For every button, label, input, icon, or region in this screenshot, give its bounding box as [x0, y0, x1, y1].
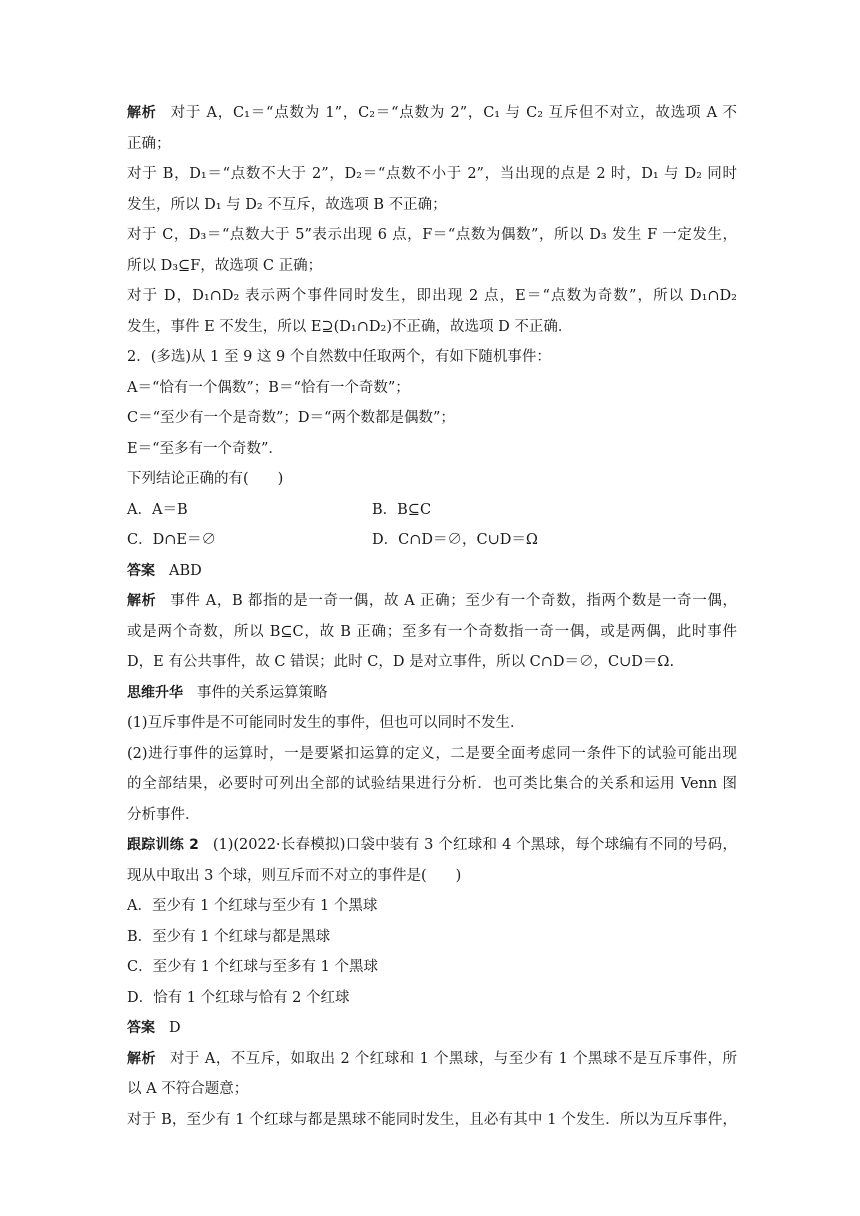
analysis-label: 解析	[127, 1050, 156, 1067]
text-line: 的全部结果，必要时可列出全部的试验结果进行分析．也可类比集合的关系和运用 Venn 图	[127, 776, 737, 792]
analysis-label: 解析	[127, 105, 157, 121]
analysis-line: 解析 对于 A，不互斥，如取出 2 个红球和 1 个黑球，与至少有 1 个黑球不是互斥事件，所	[127, 1050, 737, 1067]
answer-label: 答案	[127, 562, 155, 579]
event-line: E＝“至多有一个奇数”．	[127, 440, 283, 457]
analysis-label: 解析	[127, 593, 157, 609]
text-line: 现从中取出 3 个球，则互斥而不对立的事件是( )	[127, 867, 462, 884]
option-b: B．至少有 1 个红球与都是黑球	[127, 928, 331, 945]
text-line: D，E 有公共事件，故 C 错误；此时 C，D 是对立事件，所以 C∩D＝∅，C∪D＝Ω.	[127, 654, 675, 670]
option-d: D．C∩D＝∅，C∪D＝Ω	[372, 532, 538, 548]
text-line: (1)互斥事件是不可能同时发生的事件，但也可以同时不发生．	[127, 715, 525, 731]
thinking-label: 思维升华	[127, 684, 183, 701]
question-stem: 2．(多选)从 1 至 9 这 9 个自然数中任取两个，有如下随机事件：	[127, 349, 551, 365]
text-line: 对于 B，至少有 1 个红球与都是黑球不能同时发生，且必有其中 1 个发生．所以为互斥事件，	[127, 1111, 737, 1128]
text-line: 对于 D，D₁∩D₂ 表示两个事件同时发生，即出现 2 点，E＝“点数为奇数”，所以 D₁∩D₂	[127, 288, 737, 304]
text-line: 所以 D₃⊆F，故选项 C 正确；	[127, 257, 323, 274]
thinking-title: 事件的关系运算策略	[197, 684, 328, 701]
text-line: 对于 B，D₁＝“点数不大于 2”，D₂＝“点数不小于 2”，当出现的点是 2 时，D₁ 与 D₂ 同时	[127, 166, 737, 182]
options-row	[127, 525, 737, 556]
followup-label: 跟踪训练 2	[127, 837, 199, 853]
event-line: C＝“至少有一个是奇数”；D＝“两个数都是偶数”；	[127, 410, 455, 426]
text-line: 对于 C，D₃＝“点数大于 5”表示出现 6 点，F＝“点数为偶数”，所以 D₃ 发生 F 一定发生，	[127, 227, 737, 243]
thinking-heading	[127, 678, 737, 709]
analysis-line: 解析 对于 A，C₁＝“点数为 1”，C₂＝“点数为 2”，C₁ 与 C₂ 互斥但不对立，故选项 A 不	[127, 105, 738, 121]
event-line: A＝“恰有一个偶数”；B＝“恰有一个奇数”；	[127, 379, 410, 396]
text-line: 正确；	[127, 135, 171, 152]
document-page	[127, 98, 737, 1135]
option-a: A．至少有 1 个红球与至少有 1 个黑球	[127, 898, 378, 914]
text-line: 或是两个奇数，所以 B⊆C，故 B 正确；至多有一个奇数指一奇一偶，或是两偶，此时事件	[127, 623, 737, 640]
answer-value: D	[169, 1020, 181, 1036]
text-line: 发生，所以 D₁ 与 D₂ 不互斥，故选项 B 不正确；	[127, 196, 447, 213]
option-a: A．A＝B	[127, 501, 188, 518]
answer-line	[127, 556, 737, 587]
text-line: (2)进行事件的运算时，一是要紧扣运算的定义，二是要全面考虑同一条件下的试验可能出现	[127, 745, 737, 762]
answer-label: 答案	[127, 1020, 155, 1036]
options-row	[127, 495, 737, 526]
option-b: B．B⊆C	[372, 501, 432, 518]
option-d: D．恰有 1 个红球与恰有 2 个红球	[127, 989, 350, 1006]
text-line: 以 A 不符合题意；	[127, 1081, 249, 1097]
question-ask: 下列结论正确的有( )	[127, 471, 284, 487]
text-line: 发生，事件 E 不发生，所以 E⊇(D₁∩D₂)不正确，故选项 D 不正确．	[127, 318, 573, 335]
answer-value: ABD	[169, 562, 202, 579]
answer-line	[127, 1013, 737, 1044]
analysis-line: 解析 事件 A，B 都指的是一奇一偶，故 A 正确；至少有一个奇数，指两个数是一奇一偶，	[127, 593, 737, 609]
followup-stem: 跟踪训练 2 (1)(2022·长春模拟)口袋中装有 3 个红球和 4 个黑球，每个球编有不同的号码，	[127, 837, 738, 853]
text-line: 分析事件．	[127, 806, 200, 823]
option-c: C．D∩E＝∅	[127, 532, 216, 548]
option-c: C．至少有 1 个红球与至多有 1 个黑球	[127, 959, 378, 975]
